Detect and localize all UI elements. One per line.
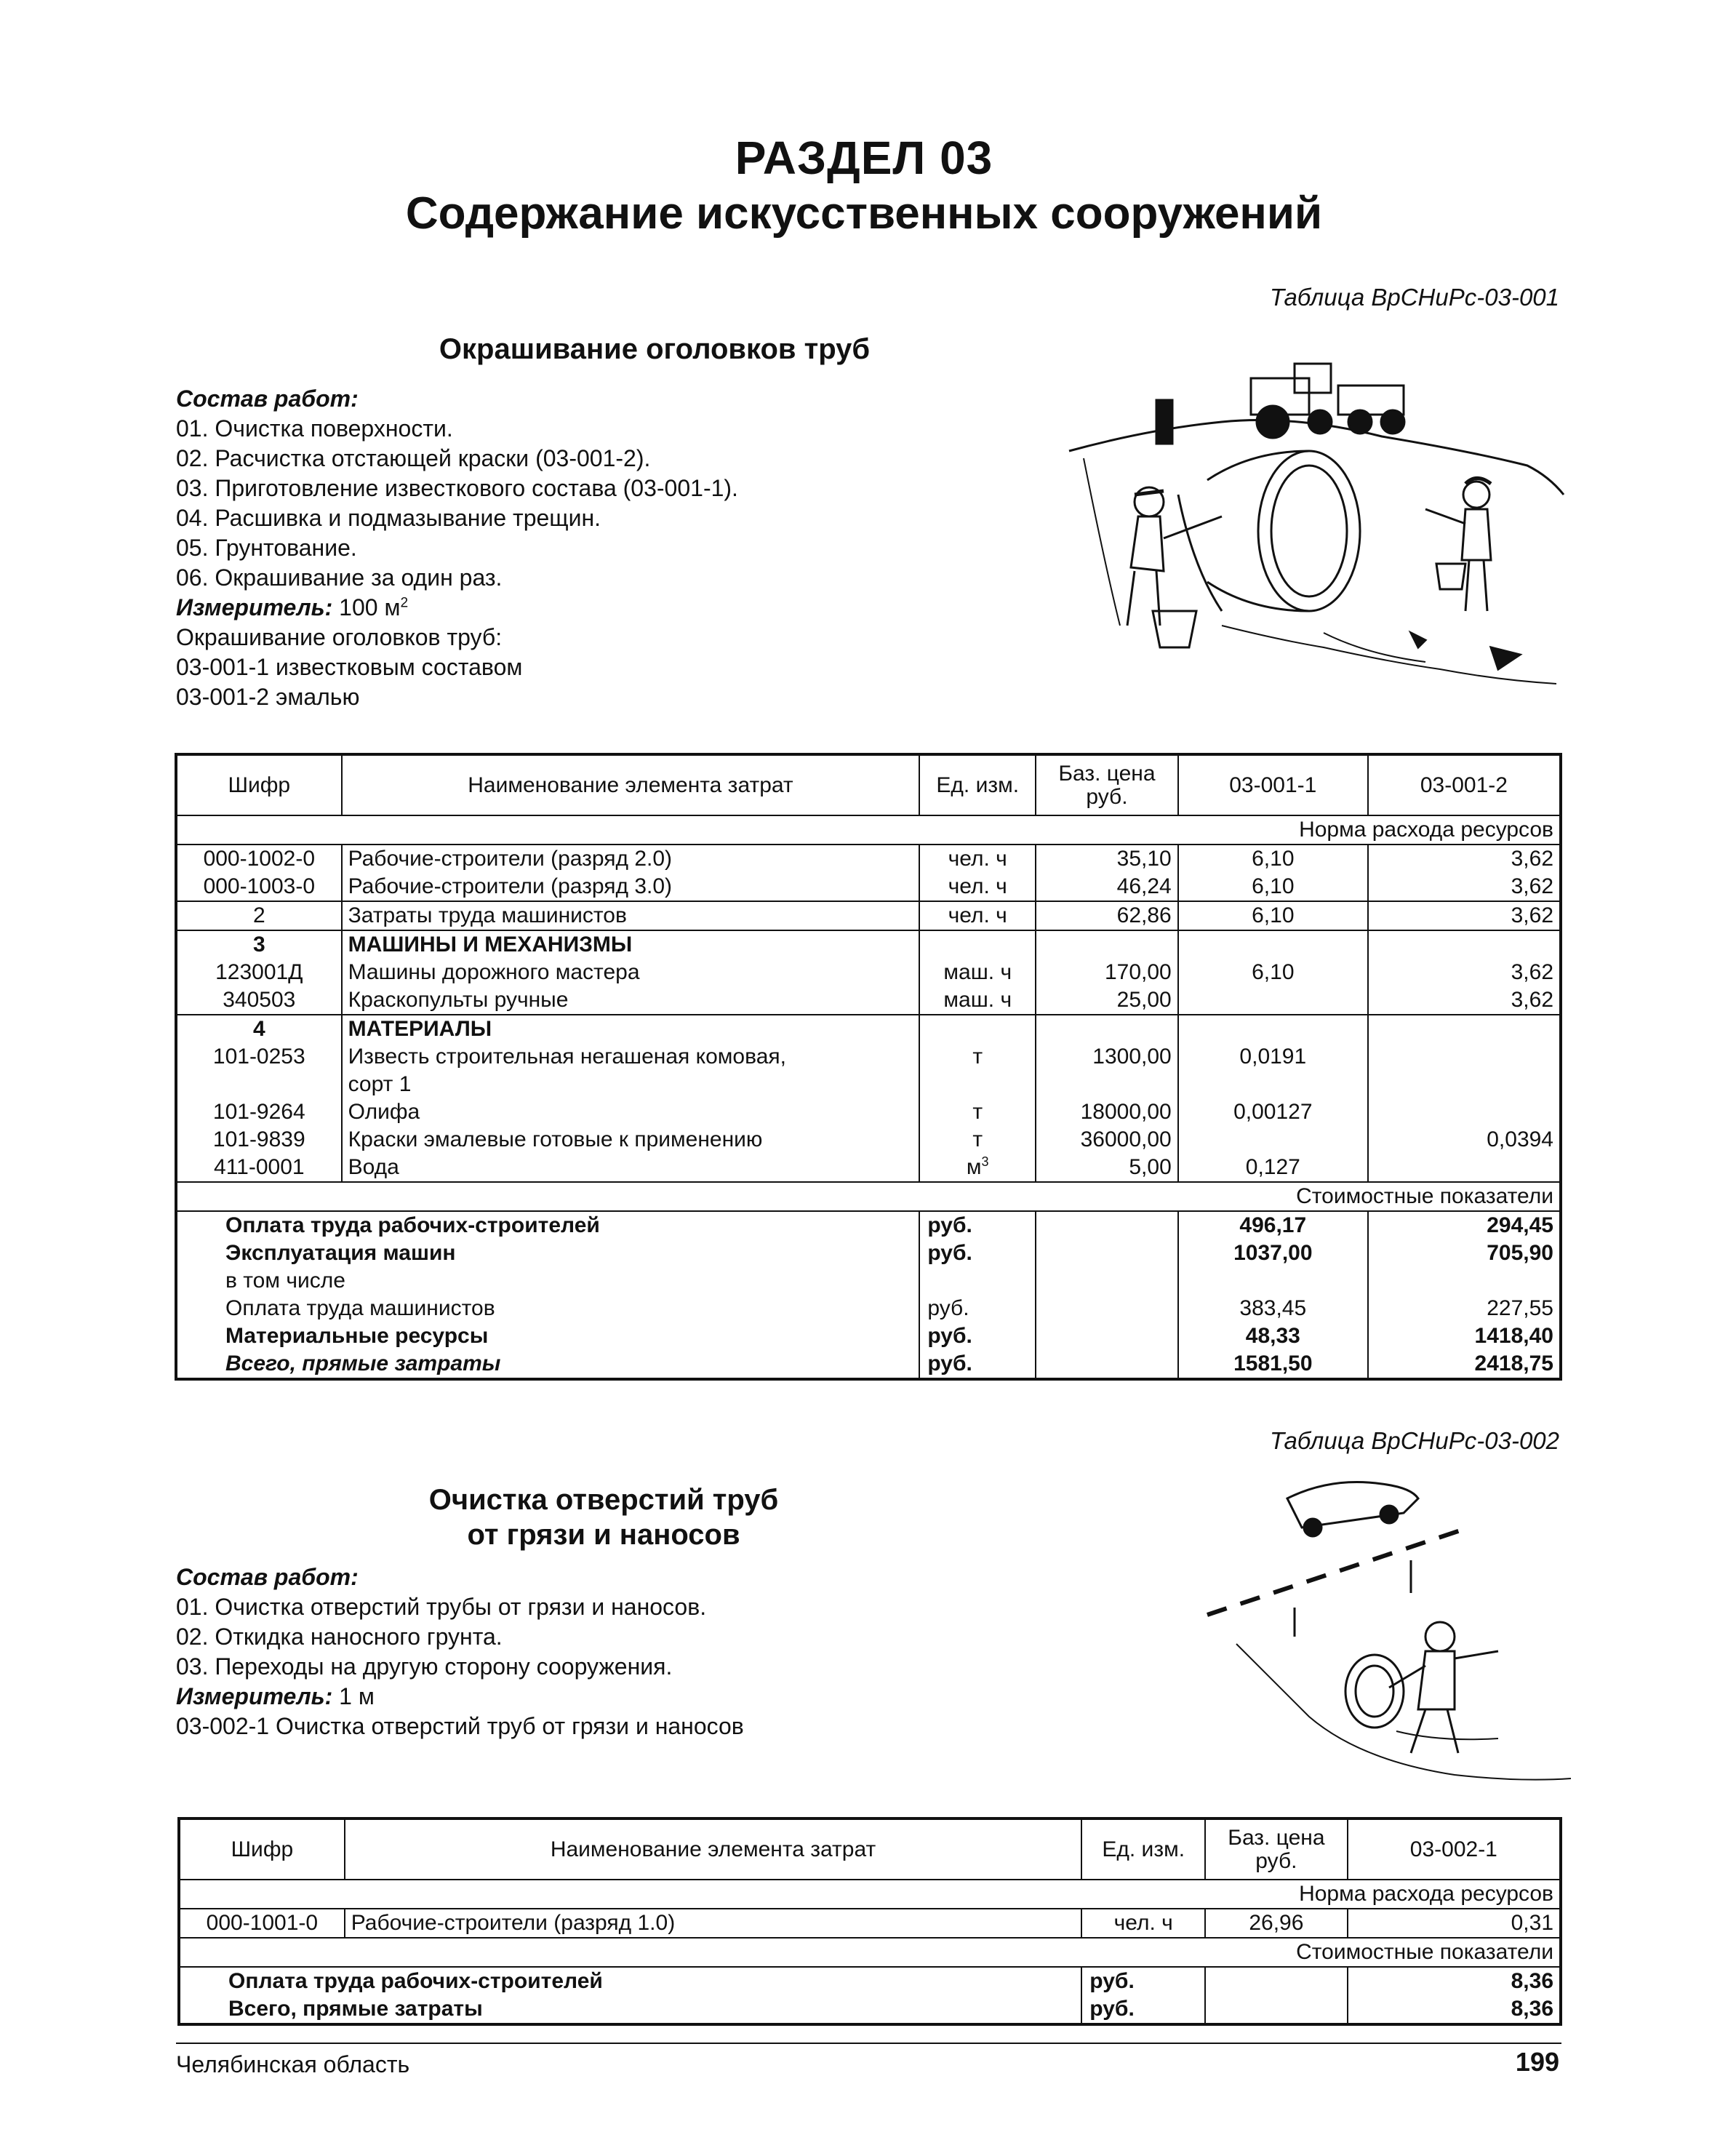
resource-table-2 [177, 1817, 1562, 2026]
table-cell: 101-0253 [212, 1045, 305, 1069]
cost-row [176, 1322, 1561, 1350]
table-cell: чел. ч [919, 873, 1036, 901]
cost-row [176, 1267, 1561, 1295]
table-cell: 35,10 [1036, 845, 1178, 873]
composition-label: Состав работ: [176, 386, 359, 412]
work-item: 03. Переходы на другую сторону сооружения. [176, 1653, 673, 1680]
table-cell: 6,10 [1178, 873, 1368, 901]
table-cell [1178, 1015, 1368, 1043]
table-row [176, 1043, 1561, 1071]
table-cell: 705,90 [1368, 1239, 1561, 1267]
table-cell: Рабочие-строители (разряд 2.0) [342, 845, 920, 873]
table-cell [919, 930, 1036, 959]
table-cell [1368, 1015, 1561, 1043]
footer-region: Челябинская область [176, 2051, 410, 2077]
table-cell: 3 [176, 930, 342, 959]
col-price: Баз. цена руб. [1205, 1818, 1348, 1880]
unit-sup: 3 [981, 1154, 989, 1169]
table1-title: Окрашивание оголовков труб [439, 333, 871, 365]
table-cell: руб. [919, 1322, 1036, 1350]
table2-title-line1: Очистка отверстий труб [428, 1484, 779, 1516]
composition-label: Состав работ: [176, 1564, 359, 1590]
table-cell: чел. ч [919, 901, 1036, 930]
table-cell: Оплата труда рабочих-строителей [179, 1967, 1081, 1995]
table-row [176, 1015, 1561, 1043]
col-unit: Ед. изм. [919, 754, 1036, 815]
col-variant-2: 03-001-2 [1368, 754, 1561, 815]
table-cell: Вода [342, 1154, 920, 1182]
table-cell: 3,62 [1368, 986, 1561, 1015]
table-cell: МАТЕРИАЛЫ [342, 1015, 920, 1043]
work-item: 01. Очистка отверстий трубы от грязи и наносов. [176, 1594, 707, 1620]
table-cell: Эксплуатация машин [225, 1241, 456, 1265]
table-cell [1178, 1071, 1368, 1098]
pipe-painting-illustration [1062, 349, 1571, 691]
cost-row [176, 1350, 1561, 1379]
table-cell: Известь строительная негашеная комовая, [342, 1043, 920, 1071]
table-cell [1368, 1267, 1561, 1295]
table-cell: маш. ч [919, 959, 1036, 986]
table-cell: 3,62 [1368, 845, 1561, 873]
pipe-cleaning-illustration [1193, 1469, 1571, 1789]
table-cell: 1300,00 [1036, 1043, 1178, 1071]
measure-value: 100 м [339, 594, 401, 620]
norm-label: Норма расхода ресурсов [179, 1880, 1561, 1909]
table-cell: руб. [919, 1350, 1036, 1379]
table-cell: 18000,00 [1036, 1098, 1178, 1126]
table-cell: сорт 1 [342, 1071, 920, 1098]
norm-label: Норма расхода ресурсов [176, 815, 1561, 845]
table-cell: руб. [919, 1295, 1036, 1322]
work-item: 06. Окрашивание за один раз. [176, 564, 503, 591]
table-cell: 3,62 [1368, 873, 1561, 901]
table-cell: 0,00127 [1178, 1098, 1368, 1126]
table-row [176, 1098, 1561, 1126]
table1-description [176, 384, 738, 712]
table-row [179, 1909, 1561, 1938]
table-row [176, 845, 1561, 873]
table-cell: Затраты труда машинистов [342, 901, 920, 930]
work-item: 03. Приготовление известкового состава (03-001-1). [176, 475, 738, 501]
table-cell: 000-1002-0 [176, 845, 342, 873]
table-cell: 0,0394 [1368, 1126, 1561, 1154]
table2-description [176, 1562, 744, 1741]
section-number: РАЗДЕЛ 03 [735, 132, 993, 184]
table-cell: 123001Д [215, 960, 303, 984]
table-cell: 227,55 [1368, 1295, 1561, 1322]
table-cell: 0,127 [1178, 1154, 1368, 1182]
table-cell: 1418,40 [1368, 1322, 1561, 1350]
table-cell: 0,0191 [1178, 1043, 1368, 1071]
table-cell [1178, 1126, 1368, 1154]
table-cell: 62,86 [1036, 901, 1178, 930]
table-cell: Рабочие-строители (разряд 3.0) [342, 873, 920, 901]
cost-label: Стоимостные показатели [176, 1182, 1561, 1211]
table-cell: т [919, 1126, 1036, 1154]
table-cell [919, 1015, 1036, 1043]
table-cell: 8,36 [1348, 1967, 1561, 1995]
table-cell: 2418,75 [1368, 1350, 1561, 1379]
table-cell: Олифа [342, 1098, 920, 1126]
measure-label: Измеритель: [176, 594, 333, 620]
table-cell: 101-9839 [212, 1127, 305, 1151]
table-cell [1178, 930, 1368, 959]
table-row [176, 986, 1561, 1015]
table-cell: 25,00 [1036, 986, 1178, 1015]
table-cell [1368, 1154, 1561, 1182]
table-ref-2: Таблица ВрСНиРс-03-002 [1270, 1427, 1559, 1454]
cost-row [176, 1211, 1561, 1239]
table-cell [1368, 1043, 1561, 1071]
table-cell: 496,17 [1178, 1211, 1368, 1239]
table-cell: 2 [176, 901, 342, 930]
table-cell [1178, 1267, 1368, 1295]
page-number: 199 [1515, 2047, 1559, 2077]
unit-m: м [966, 1155, 982, 1179]
table-row [176, 1154, 1561, 1182]
table-cell [1036, 1015, 1178, 1043]
work-item: 02. Откидка наносного грунта. [176, 1624, 503, 1650]
measure-line [176, 1682, 744, 1712]
table-cell [1368, 930, 1561, 959]
table-cell: 48,33 [1178, 1322, 1368, 1350]
col-code: Шифр [179, 1818, 345, 1880]
table-row [176, 959, 1561, 986]
table-cell: 3,62 [1368, 959, 1561, 986]
table-cell [919, 1267, 1036, 1295]
table-cell: 000-1001-0 [179, 1909, 345, 1938]
table-cell: 0,31 [1348, 1909, 1561, 1938]
resource-table-1 [175, 753, 1562, 1381]
table-cell: 8,36 [1348, 1995, 1561, 2024]
cost-row [179, 1967, 1561, 1995]
table-cell: в том числе [225, 1269, 345, 1293]
variant-item: 03-001-1 известковым составом [176, 654, 523, 680]
table-cell: Машины дорожного мастера [342, 959, 920, 986]
section-title: Содержание искусственных сооружений [405, 188, 1323, 239]
table-cell: Всего, прямые затраты [228, 1997, 483, 2021]
table-cell [1178, 986, 1368, 1015]
table-cell: маш. ч [919, 986, 1036, 1015]
table-cell [1368, 1071, 1561, 1098]
measure-line [176, 593, 738, 623]
col-name: Наименование элемента затрат [345, 1818, 1082, 1880]
table-cell: 000-1003-0 [203, 874, 316, 898]
table2-title [378, 1482, 829, 1552]
col-name: Наименование элемента затрат [342, 754, 920, 815]
col-price: Баз. цена руб. [1036, 754, 1178, 815]
table-cell: 6,10 [1178, 845, 1368, 873]
table-cell: 4 [176, 1015, 342, 1043]
table-cell: чел. ч [919, 845, 1036, 873]
table-cell: 411-0001 [214, 1155, 305, 1179]
table-cell: 170,00 [1036, 959, 1178, 986]
cost-row [179, 1995, 1561, 2024]
table-cell: Материальные ресурсы [225, 1324, 489, 1348]
table-cell: Всего, прямые затраты [225, 1352, 501, 1376]
work-item: 05. Грунтование. [176, 535, 357, 561]
table-cell: т [919, 1098, 1036, 1126]
footer-divider [176, 2043, 1561, 2044]
table-cell: 6,10 [1178, 901, 1368, 930]
table-cell: Рабочие-строители (разряд 1.0) [345, 1909, 1082, 1938]
table-row [176, 930, 1561, 959]
table-cell: 26,96 [1205, 1909, 1348, 1938]
table-cell [176, 1071, 342, 1098]
table-cell [1368, 1098, 1561, 1126]
table-cell: руб. [919, 1211, 1036, 1239]
table-ref-1: Таблица ВрСНиРс-03-001 [1270, 284, 1559, 311]
cost-row [176, 1295, 1561, 1322]
work-item: 04. Расшивка и подмазывание трещин. [176, 505, 601, 531]
col-variant-1: 03-002-1 [1348, 1818, 1561, 1880]
table-cell: руб. [1081, 1967, 1205, 1995]
cost-label: Стоимостные показатели [179, 1938, 1561, 1967]
table-cell: 1581,50 [1178, 1350, 1368, 1379]
table-cell: 383,45 [1178, 1295, 1368, 1322]
table-cell: 6,10 [1178, 959, 1368, 986]
table-cell [1036, 930, 1178, 959]
table-cell: руб. [919, 1239, 1036, 1267]
table-cell [1036, 1071, 1178, 1098]
table-row [176, 873, 1561, 901]
table-cell: 46,24 [1036, 873, 1178, 901]
table-cell: 101-9264 [212, 1100, 305, 1124]
subtitle: Окрашивание оголовков труб: [176, 624, 503, 650]
table-cell: 5,00 [1036, 1154, 1178, 1182]
work-item: 02. Расчистка отстающей краски (03-001-2). [176, 445, 651, 471]
col-unit: Ед. изм. [1081, 1818, 1205, 1880]
table-row [176, 1071, 1561, 1098]
variant-item: 03-002-1 Очистка отверстий труб от грязи и наносов [176, 1713, 744, 1739]
table-cell [919, 1071, 1036, 1098]
table-cell: 340503 [223, 988, 296, 1012]
table-cell: чел. ч [1081, 1909, 1205, 1938]
table-row [176, 1126, 1561, 1154]
table-cell: 36000,00 [1036, 1126, 1178, 1154]
work-item: 01. Очистка поверхности. [176, 415, 453, 442]
measure-sup: 2 [400, 595, 409, 611]
table-cell: Оплата труда рабочих-строителей [176, 1211, 919, 1239]
table-row [176, 901, 1561, 930]
table-cell: Краски эмалевые готовые к применению [342, 1126, 920, 1154]
col-code: Шифр [176, 754, 342, 815]
table-cell: 3,62 [1368, 901, 1561, 930]
table-cell: МАШИНЫ И МЕХАНИЗМЫ [342, 930, 920, 959]
table-cell: руб. [1081, 1995, 1205, 2024]
col-variant-1: 03-001-1 [1178, 754, 1368, 815]
table-cell: Краскопульты ручные [342, 986, 920, 1015]
table-cell: т [919, 1043, 1036, 1071]
table-cell: Оплата труда машинистов [225, 1296, 495, 1320]
table-cell: 1037,00 [1178, 1239, 1368, 1267]
table2-title-line2: от грязи и наносов [467, 1519, 740, 1551]
variant-item: 03-001-2 эмалью [176, 684, 360, 710]
measure-label: Измеритель: [176, 1683, 333, 1709]
table-cell: 294,45 [1368, 1211, 1561, 1239]
measure-value: 1 м [339, 1683, 375, 1709]
cost-row [176, 1239, 1561, 1267]
